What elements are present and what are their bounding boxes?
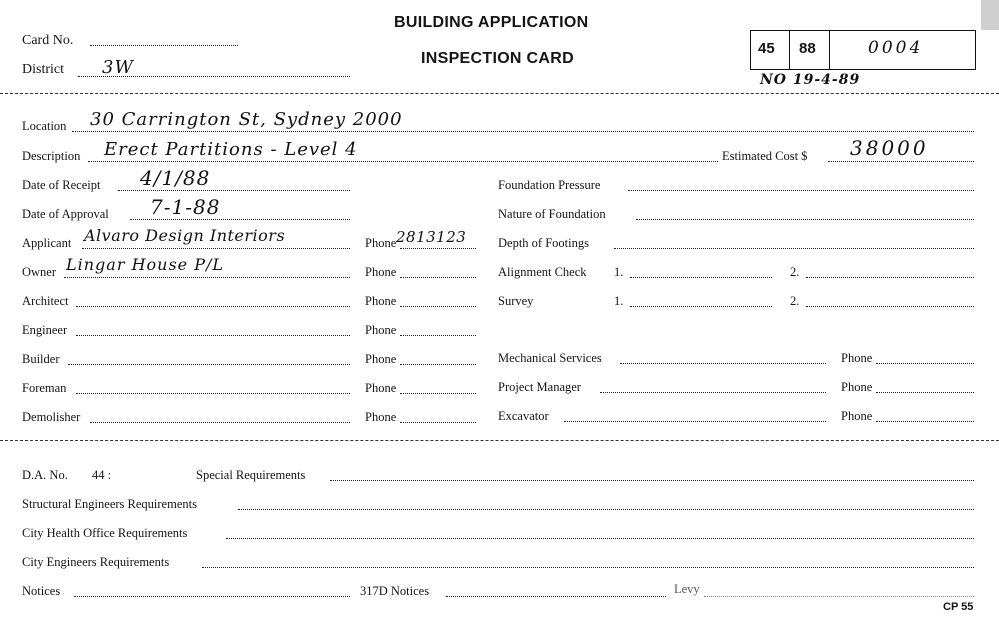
reference-year: 88 — [799, 40, 816, 57]
levy-line — [704, 596, 974, 597]
excavator-label: Excavator — [498, 409, 549, 423]
project-manager-phone-line — [876, 392, 974, 393]
city-engineers-label: City Engineers Requirements — [22, 555, 170, 569]
city-health-label: City Health Office Requirements — [22, 526, 188, 540]
builder-label: Builder — [22, 352, 60, 366]
reference-number: 0004 — [868, 38, 924, 58]
card-title-line1: BUILDING APPLICATION — [394, 14, 589, 31]
location-value: 30 Carrington St, Sydney 2000 — [90, 109, 403, 130]
city-engineers-line — [202, 567, 974, 568]
date-of-receipt-value: 4/1/88 — [140, 166, 211, 190]
survey-label: Survey — [498, 294, 534, 308]
survey-2-label: 2. — [790, 294, 800, 308]
mechanical-services-phone-label: Phone — [841, 351, 873, 365]
date-of-receipt-line — [118, 190, 350, 191]
survey-2-line — [806, 306, 974, 307]
owner-label: Owner — [22, 265, 57, 279]
description-line — [88, 161, 718, 162]
engineer-phone-label: Phone — [365, 323, 397, 337]
engineer-line — [76, 335, 350, 336]
district-value: 3W — [102, 57, 134, 78]
notices-317d-label: 317D Notices — [360, 584, 430, 598]
project-manager-label: Project Manager — [498, 380, 581, 394]
reference-prefix: 45 — [758, 40, 775, 57]
architect-line — [76, 306, 350, 307]
demolisher-label: Demolisher — [22, 410, 81, 424]
mechanical-services-label: Mechanical Services — [498, 351, 602, 365]
survey-1-label: 1. — [614, 294, 624, 308]
estimated-cost-line — [828, 161, 974, 162]
foreman-phone-line — [400, 393, 476, 394]
mechanical-services-line — [620, 363, 826, 364]
mechanical-services-phone-line — [876, 363, 974, 364]
applicant-value: Alvaro Design Interiors — [84, 226, 286, 245]
applicant-phone-line — [400, 248, 476, 249]
applicant-phone-label: Phone — [365, 236, 397, 250]
alignment-check-1-label: 1. — [614, 265, 624, 279]
project-manager-line — [600, 392, 826, 393]
levy-label: Levy — [674, 582, 700, 596]
foreman-line — [76, 393, 350, 394]
notices-label: Notices — [22, 584, 61, 598]
nature-of-foundation-line — [636, 219, 974, 220]
date-of-receipt-label: Date of Receipt — [22, 178, 101, 192]
applicant-phone-value: 2813123 — [396, 228, 467, 246]
description-value: Erect Partitions - Level 4 — [104, 139, 358, 160]
location-line — [72, 131, 974, 132]
owner-line — [64, 277, 350, 278]
depth-of-footings-label: Depth of Footings — [498, 236, 589, 250]
reference-box — [750, 30, 976, 70]
demolisher-phone-line — [400, 422, 476, 423]
card-no-line — [90, 45, 238, 46]
applicant-line — [82, 248, 350, 249]
estimated-cost-value: 38000 — [850, 136, 929, 160]
excavator-line — [564, 421, 826, 422]
excavator-phone-label: Phone — [841, 409, 873, 423]
foundation-pressure-label: Foundation Pressure — [498, 178, 601, 192]
requirements-divider — [0, 440, 999, 441]
architect-label: Architect — [22, 294, 69, 308]
city-health-line — [226, 538, 974, 539]
date-of-approval-line — [130, 219, 350, 220]
nature-of-foundation-label: Nature of Foundation — [498, 207, 606, 221]
builder-phone-label: Phone — [365, 352, 397, 366]
da-no-value: 44 : — [92, 468, 112, 482]
description-label: Description — [22, 149, 81, 163]
special-requirements-line — [330, 480, 974, 481]
demolisher-phone-label: Phone — [365, 410, 397, 424]
builder-phone-line — [400, 364, 476, 365]
excavator-phone-line — [876, 421, 974, 422]
project-manager-phone-label: Phone — [841, 380, 873, 394]
location-label: Location — [22, 119, 67, 133]
da-no-label: D.A. No. — [22, 468, 68, 482]
engineer-phone-line — [400, 335, 476, 336]
applicant-label: Applicant — [22, 236, 72, 250]
alignment-check-1-line — [630, 277, 772, 278]
alignment-check-2-line — [806, 277, 974, 278]
owner-phone-line — [400, 277, 476, 278]
structural-engineers-label: Structural Engineers Requirements — [22, 497, 197, 511]
notices-317d-line — [446, 596, 666, 597]
owner-phone-label: Phone — [365, 265, 397, 279]
notices-line — [74, 596, 350, 597]
owner-value: Lingar House P/L — [66, 255, 224, 274]
district-label: District — [22, 62, 64, 77]
architect-phone-line — [400, 306, 476, 307]
survey-1-line — [630, 306, 772, 307]
alignment-check-2-label: 2. — [790, 265, 800, 279]
reference-divider-1 — [789, 30, 790, 69]
header-divider — [0, 93, 999, 94]
demolisher-line — [90, 422, 350, 423]
foreman-label: Foreman — [22, 381, 67, 395]
foundation-pressure-line — [628, 190, 974, 191]
estimated-cost-label: Estimated Cost $ — [722, 149, 808, 163]
builder-line — [68, 364, 350, 365]
engineer-label: Engineer — [22, 323, 68, 337]
torn-corner — [981, 0, 999, 30]
reference-note: NO 19-4-89 — [760, 72, 861, 88]
architect-phone-label: Phone — [365, 294, 397, 308]
alignment-check-label: Alignment Check — [498, 265, 587, 279]
card-title-line2: INSPECTION CARD — [421, 50, 574, 67]
reference-divider-2 — [829, 30, 830, 69]
date-of-approval-label: Date of Approval — [22, 207, 109, 221]
special-requirements-label: Special Requirements — [196, 468, 306, 482]
card-no-label: Card No. — [22, 33, 74, 48]
depth-of-footings-line — [614, 248, 974, 249]
structural-engineers-line — [238, 509, 974, 510]
form-code: CP 55 — [943, 601, 974, 613]
date-of-approval-value: 7-1-88 — [150, 195, 221, 219]
foreman-phone-label: Phone — [365, 381, 397, 395]
